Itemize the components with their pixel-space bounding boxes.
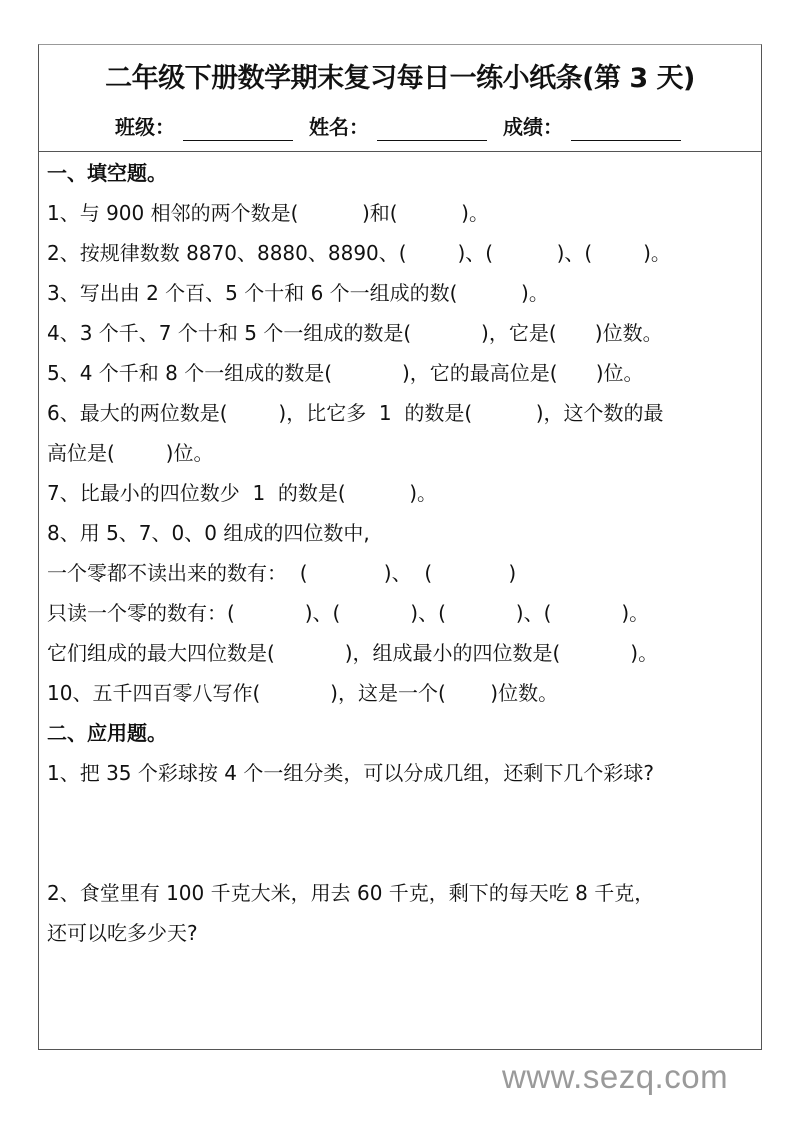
question-4: 4、3 个千、7 个十和 5 个一组成的数是( )，它是( )位数。 <box>47 321 663 345</box>
worksheet-header <box>39 45 761 152</box>
student-info-row <box>39 113 761 141</box>
section-title-application: 二、应用题。 <box>47 721 167 745</box>
question-2: 2、按规律数数 8870、8880、8890、( )、( )、( )。 <box>47 241 671 265</box>
answer-space-1[interactable] <box>47 793 761 873</box>
question-3: 3、写出由 2 个百、5 个十和 6 个一组成的数( )。 <box>47 281 549 305</box>
question-10: 10、五千四百零八写作( )，这是一个( )位数。 <box>47 681 559 705</box>
question-5: 5、4 个千和 8 个一组成的数是( )，它的最高位是( )位。 <box>47 361 644 385</box>
question-8-max-min: 它们组成的最大四位数是( )，组成最小的四位数是( )。 <box>47 641 659 665</box>
name-field <box>309 113 491 141</box>
word-problem-2-cont: 还可以吃多少天? <box>47 921 198 945</box>
question-8-no-zero-read: 一个零都不读出来的数有： ( )、 ( ) <box>47 561 517 585</box>
page-title: 二年级下册数学期末复习每日一练小纸条(第 3 天) <box>105 63 695 94</box>
answer-space-2[interactable] <box>47 953 761 1033</box>
class-label: 班级： <box>115 115 175 139</box>
class-blank[interactable] <box>183 116 293 141</box>
section-title-fill-in: 一、填空题。 <box>47 161 167 185</box>
word-problem-2: 2、食堂里有 100 千克大米，用去 60 千克，剩下的每天吃 8 千克， <box>47 881 655 905</box>
score-field <box>503 113 685 141</box>
word-problem-1: 1、把 35 个彩球按 4 个一组分类，可以分成几组，还剩下几个彩球? <box>47 761 654 785</box>
question-8: 8、用 5、7、0、0 组成的四位数中, <box>47 521 370 545</box>
question-1: 1、与 900 相邻的两个数是( )和( )。 <box>47 201 489 225</box>
worksheet-content <box>47 153 761 1033</box>
question-6: 6、最大的两位数是( )，比它多 1 的数是( )，这个数的最 <box>47 401 664 425</box>
name-blank[interactable] <box>377 116 487 141</box>
watermark: www.sezq.com <box>502 1058 729 1095</box>
question-8-one-zero-read: 只读一个零的数有：( )、( )、( )、( )。 <box>47 601 650 625</box>
class-field <box>115 113 297 141</box>
score-blank[interactable] <box>571 116 681 141</box>
question-7: 7、比最小的四位数少 1 的数是( )。 <box>47 481 438 505</box>
score-label: 成绩： <box>503 115 563 139</box>
worksheet <box>38 44 762 1050</box>
name-label: 姓名： <box>309 115 369 139</box>
question-6-cont: 高位是( )位。 <box>47 441 214 465</box>
